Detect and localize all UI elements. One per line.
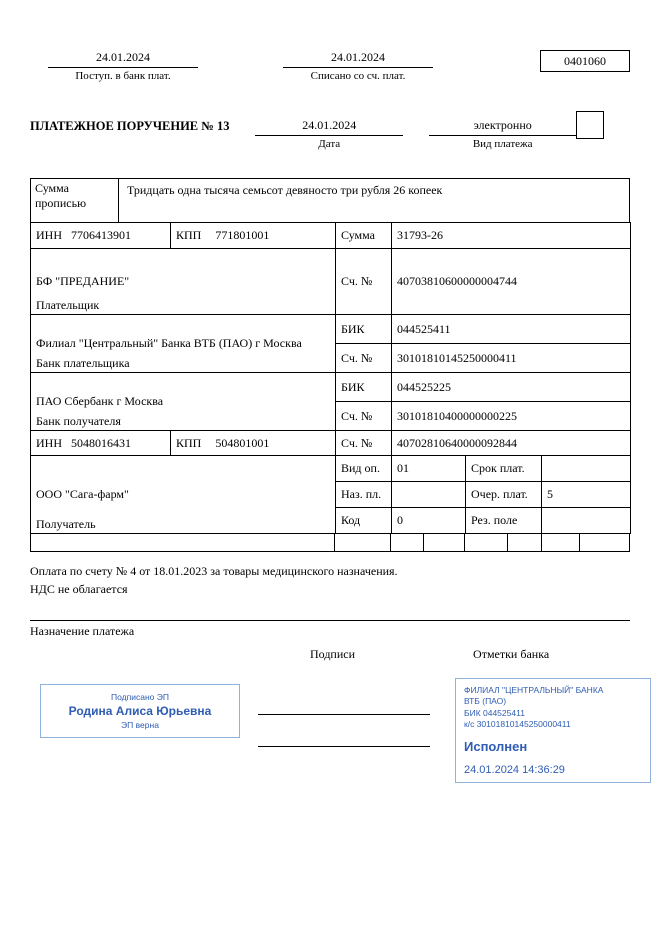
vid-op-label-cell: Вид оп.: [336, 456, 392, 482]
payer-bank-bik-label-cell: БИК: [336, 315, 392, 344]
footer-area: [0, 668, 660, 878]
bank-marks-label: Отметки банка: [473, 647, 550, 661]
kod-label-cell: Код: [336, 508, 392, 534]
srok-plat-label-cell: Срок плат.: [466, 456, 542, 482]
payer-kpp-value: 771801001: [215, 228, 270, 242]
bank-stamp: [455, 678, 651, 783]
payee-bank-bik-label-cell: БИК: [336, 373, 392, 402]
document-date-field: [255, 118, 402, 150]
payee-bank-account-label-cell: Сч. №: [336, 402, 392, 431]
payee-account-label-cell: Сч. №: [336, 431, 392, 456]
srok-plat-value-cell: [542, 456, 631, 482]
payee-cell: [31, 456, 336, 534]
naz-pl-label-cell: Наз. пл.: [336, 482, 392, 508]
payer-bank-account-value-cell: 30101810145250000411: [392, 344, 631, 373]
received-date: 24.01.2024: [48, 50, 198, 68]
payer-cell: [31, 249, 336, 315]
payer-bank-account-label-cell: Сч. №: [336, 344, 392, 373]
payment-type-label: Вид платежа: [472, 138, 533, 150]
amount-words-block: [30, 178, 630, 222]
payer-inn-cell: [31, 223, 171, 249]
tax-field-cell: [30, 534, 335, 552]
signatures-label: Подписи: [310, 647, 356, 661]
sum-value-cell: 31793-26: [392, 223, 631, 249]
tax-field-cell: [335, 534, 391, 552]
ep-signed-label: Подписано ЭП: [111, 692, 169, 702]
purpose-section-label: Назначение платежа: [30, 620, 630, 639]
stamp-bank-name-line1: ФИЛИАЛ "ЦЕНТРАЛЬНЫЙ" БАНКА: [464, 685, 604, 695]
tax-field-cell: [508, 534, 542, 552]
payment-type-value: электронно: [429, 118, 576, 136]
payee-inn-cell: [31, 431, 171, 456]
tax-field-cell: [424, 534, 465, 552]
payee-account-value-cell: 40702810640000092844: [392, 431, 631, 456]
tax-field-cell: [542, 534, 580, 552]
payer-bank-name: Филиал "Центральный" Банка ВТБ (ПАО) г Москва: [36, 336, 302, 350]
amount-words-value: Тридцать одна тысяча семьсот девяносто три рубля 26 копеек: [127, 183, 443, 197]
payer-name: БФ "ПРЕДАНИЕ": [36, 274, 130, 288]
e-signature-box: [40, 684, 240, 738]
ep-valid-label: ЭП верна: [121, 720, 159, 730]
debited-date: 24.01.2024: [283, 50, 433, 68]
stamp-bik: БИК 044525411: [464, 707, 525, 718]
payer-inn-value: 7706413901: [71, 228, 131, 242]
tax-fields-band: [30, 534, 630, 552]
payee-name: ООО "Сага-фарм": [36, 487, 129, 501]
debited-date-field: [283, 50, 433, 82]
purpose-line2: НДС не облагается: [30, 582, 128, 596]
payer-kpp-cell: [171, 223, 336, 249]
payee-inn-label: ИНН: [36, 435, 62, 450]
sum-label-cell: Сумма: [336, 223, 392, 249]
document-date: 24.01.2024: [255, 118, 402, 136]
requisites-table: [30, 222, 631, 534]
payee-section-label: Получатель: [36, 517, 96, 531]
payer-bank-section-label: Банк плательщика: [36, 356, 130, 370]
stamp-datetime: 24.01.2024 14:36:29: [464, 763, 565, 776]
title-row: [30, 118, 630, 150]
kod-value-cell: 0: [392, 508, 466, 534]
purpose-text: [30, 562, 630, 598]
ocher-plat-value-cell: 5: [542, 482, 631, 508]
signatures-header-row: [30, 647, 630, 662]
stamp-corr-account: к/с 30101810145250000411: [464, 719, 571, 730]
payee-bank-bik-value-cell: 044525225: [392, 373, 631, 402]
payee-bank-section-label: Банк получателя: [36, 414, 121, 428]
ep-signer-name: Родина Алиса Юрьевна: [68, 704, 212, 718]
payment-type-field: [429, 118, 576, 150]
payment-kind-box: [576, 111, 604, 139]
signature-line: [258, 746, 430, 747]
payer-bank-bik-value-cell: 044525411: [392, 315, 631, 344]
payee-kpp-value: 504801001: [215, 435, 270, 450]
amount-words-label: [31, 179, 119, 222]
tax-field-cell: [465, 534, 508, 552]
received-date-field: [48, 50, 198, 82]
payer-account-label-cell: Сч. №: [336, 249, 392, 315]
payer-bank-cell: [31, 315, 336, 373]
payer-kpp-label: КПП: [176, 228, 202, 242]
amount-words-label-line1: Сумма: [35, 181, 69, 195]
received-date-label: Поступ. в банк плат.: [75, 70, 171, 82]
ocher-plat-label-cell: Очер. плат.: [466, 482, 542, 508]
rez-pole-value-cell: [542, 508, 631, 534]
document-title: ПЛАТЕЖНОЕ ПОРУЧЕНИЕ № 13: [30, 119, 230, 133]
payee-kpp-label: КПП: [176, 435, 202, 450]
top-dates-row: [30, 0, 630, 82]
form-code-box: 0401060: [540, 50, 630, 72]
naz-pl-value-cell: [392, 482, 466, 508]
payee-kpp-cell: [171, 431, 336, 456]
payer-account-value-cell: 40703810600000004744: [392, 249, 631, 315]
document-date-label: Дата: [318, 138, 341, 150]
purpose-line1: Оплата по счету № 4 от 18.01.2023 за товары медицинского назначения.: [30, 564, 398, 578]
payee-bank-account-value-cell: 30101810400000000225: [392, 402, 631, 431]
payer-section-label: Плательщик: [36, 298, 100, 312]
amount-words-label-line2: прописью: [35, 196, 87, 210]
payee-inn-value: 5048016431: [71, 435, 131, 450]
payee-bank-cell: [31, 373, 336, 431]
stamp-status: Исполнен: [464, 738, 528, 754]
payee-bank-name: ПАО Сбербанк г Москва: [36, 394, 164, 408]
rez-pole-label-cell: Рез. поле: [466, 508, 542, 534]
tax-field-cell: [580, 534, 630, 552]
payer-inn-label: ИНН: [36, 228, 62, 242]
debited-date-label: Списано со сч. плат.: [310, 70, 406, 82]
stamp-bank-name-line2: ВТБ (ПАО): [464, 696, 507, 707]
vid-op-value-cell: 01: [392, 456, 466, 482]
signature-line: [258, 714, 430, 715]
tax-field-cell: [391, 534, 424, 552]
